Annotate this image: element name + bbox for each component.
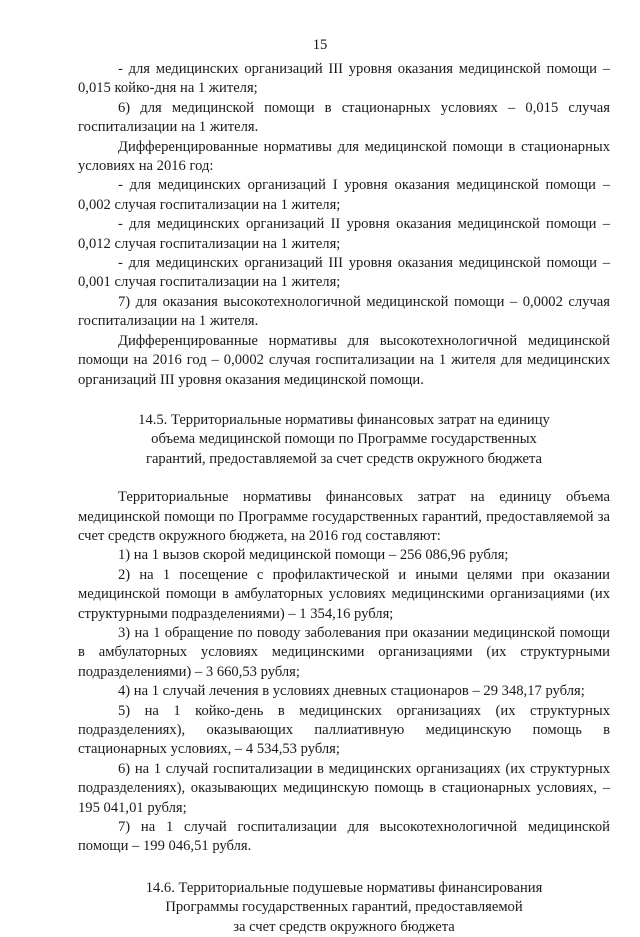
paragraph: 2) на 1 посещение с профилактической и иными целями при оказании медицинской помощи в амбулаторных условиях медицинскими организациями (их структурными подразделениями) – 1 354,16 рубля; xyxy=(78,566,610,622)
paragraph: - для медицинских организаций III уровня оказания медицинской помощи – 0,001 случая госпитализации на 1 жителя; xyxy=(78,255,610,291)
heading-line: за счет средств окружного бюджета xyxy=(233,918,455,935)
section-heading-14-5 xyxy=(78,411,610,469)
heading-line: гарантий, предоставляемой за счет средств окружного бюджета xyxy=(145,450,543,467)
section-heading-14-6 xyxy=(78,879,610,937)
paragraph: 6) на 1 случай госпитализации в медицинских организациях (их структурных подразделениях), оказывающих медицинскую помощь в стационарных условиях, – 195 041,01 рубля; xyxy=(78,760,610,816)
paragraph: - для медицинских организаций II уровня оказания медицинской помощи – 0,012 случая госпитализации на 1 жителя; xyxy=(78,216,610,252)
heading-line: 14.5. Территориальные нормативы финансовых затрат на единицу xyxy=(138,411,550,428)
paragraph: 3) на 1 обращение по поводу заболевания при оказании медицинской помощи в амбулаторных условиях медицинскими организациями (их структурными подразделениями) – 3 660,53 рубля; xyxy=(78,624,610,680)
paragraph: - для медицинских организаций III уровня оказания медицинской помощи – 0,015 койко-дня на 1 жителя; xyxy=(78,61,610,97)
heading-line: 14.6. Территориальные подушевые нормативы финансирования xyxy=(145,879,543,896)
paragraph: 7) для оказания высокотехнологичной медицинской помощи – 0,0002 случая госпитализации на 1 жителя. xyxy=(78,293,610,330)
paragraph: Территориальные нормативы финансовых затрат на единицу объема медицинской помощи по Программе государственных гарантий, предоставляемой за счет средств окружного бюджета, на 2016 год составляют: xyxy=(78,489,610,544)
paragraph: - для медицинских организаций I уровня оказания медицинской помощи – 0,002 случая госпитализации на 1 жителя; xyxy=(78,177,610,213)
heading-line: Программы государственных гарантий, предоставляемой xyxy=(165,899,523,916)
paragraph: Дифференцированные нормативы для высокотехнологичной медицинской помощи на 2016 год – 0,0002 случая госпитализации на 1 жителя для медицинских организаций III уровня оказания медицинской помощи. xyxy=(78,332,610,388)
paragraph: 4) на 1 случай лечения в условиях дневных стационаров – 29 348,17 рубля; xyxy=(118,683,585,700)
paragraph: 1) на 1 вызов скорой медицинской помощи – 256 086,96 рубля; xyxy=(118,547,509,564)
page-number: 15 xyxy=(312,37,328,53)
page-content xyxy=(78,60,610,937)
paragraph: 6) для медицинской помощи в стационарных условиях – 0,015 случая госпитализации на 1 жителя. xyxy=(78,99,610,136)
paragraph: 7) на 1 случай госпитализации для высокотехнологичной медицинской помощи – 199 046,51 рубля. xyxy=(78,819,610,855)
paragraph: Дифференцированные нормативы для медицинской помощи в стационарных условиях на 2016 год: xyxy=(78,138,610,175)
paragraph: 5) на 1 койко-день в медицинских организациях (их структурных подразделениях), оказывающих паллиативную медицинскую помощь в стационарных условиях, – 4 534,53 рубля; xyxy=(78,702,610,758)
heading-line: объема медицинской помощи по Программе государственных xyxy=(151,431,537,448)
